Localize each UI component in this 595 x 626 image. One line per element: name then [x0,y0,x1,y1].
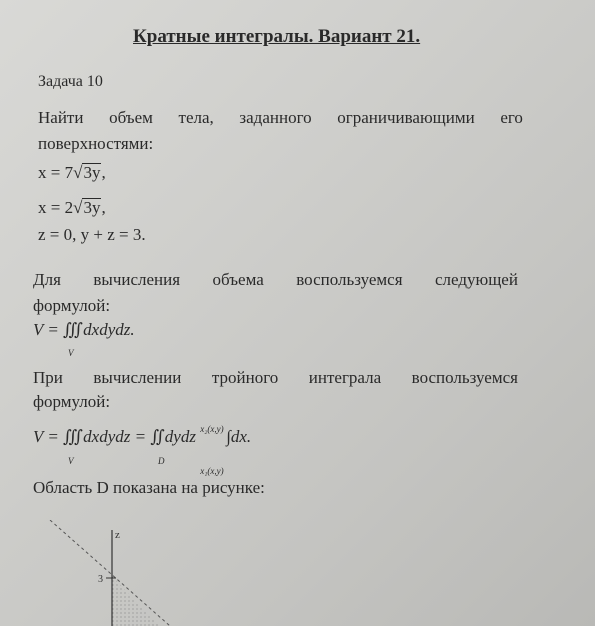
word: тройного [211,368,279,387]
radicand: 3y [83,198,101,217]
integral-limit-v: V [68,348,74,358]
word: воспользуемся [296,270,403,289]
eq-tail: , [101,198,106,217]
equation-1 [38,163,106,183]
page-title: Кратные интегралы. Вариант 21. [133,26,421,47]
word: заданного [239,108,312,127]
eq-tail: , [101,163,106,182]
volume-formula: V = ∭dxdydz. [33,320,135,339]
problem-line-1 [38,108,523,128]
word: объема [212,270,264,289]
task-label: Задача 10 [38,73,103,90]
shaded-region [112,576,160,626]
word: его [500,108,523,127]
z-axis-label: z [115,529,120,541]
word: интеграла [308,368,382,387]
word: объем [109,108,153,127]
triple-formula [33,424,252,476]
triple-line-2: формулой: [33,392,111,411]
word: При [33,368,63,387]
word: следующей [435,270,518,289]
word: Найти [38,108,84,127]
radicand: 3y [83,163,101,182]
region-figure [40,520,240,626]
limit-v: V [68,456,74,466]
boundary-line [50,520,170,626]
formula-left: V = ∭dxdydz = ∬dydz [33,427,196,446]
formula-right: ∫dx. [226,427,252,446]
lower-limit: x₁(x,y) [200,466,224,476]
triple-line-1 [33,368,518,388]
word: ограничивающими [337,108,475,127]
eq-left: x = 7 [38,163,74,182]
sqrt-sign: √ [73,163,83,182]
word: тела, [178,108,214,127]
limit-d: D [158,456,165,466]
word: вычисления [93,270,181,289]
tick-label: 3 [98,574,103,585]
equation-3: z = 0, y + z = 3. [38,225,146,244]
word: Для [33,270,61,289]
volume-line-2: формулой: [33,296,111,315]
problem-line-2: поверхностями: [38,134,154,153]
word: вычислении [93,368,182,387]
upper-limit: x₂(x,y) [200,424,224,434]
eq-left: x = 2 [38,198,74,217]
word: воспользуемся [411,368,518,387]
equation-2 [38,198,106,218]
area-caption: Область D показана на рисунке: [33,478,265,497]
volume-line-1 [33,270,518,290]
sqrt-sign: √ [73,198,83,217]
